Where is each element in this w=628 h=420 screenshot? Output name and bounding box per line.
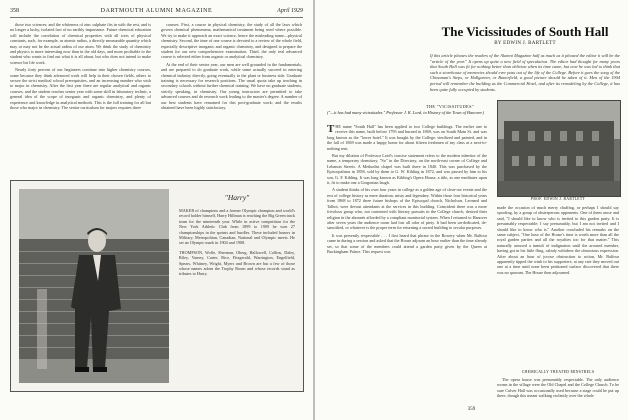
epigraph-quote: ("—it has had many vicissitudes." Professor J. K. Lord, in History of the Town of Hanover.) [327,110,485,115]
paragraph: But my dilution of Professor Lord's concise statement refers to the modern inheritor of the name, a temporary dormitory, "So" in the Directory, on the north-east corner of College and Lebanon Streets. A Methodist chapel was built there in 1840. This was purchased by the Episcopalians in 1858, sold by them to G. W. Kibling in 1872, and was passed by him to his son, G. F. Kibling. It was long known as Kibling's Opera House, a title, as one meditates upon it, fit to make one a Gorgonian laugh. [327,153,487,186]
page-number: 359 [467,407,476,412]
left-page [0,0,313,420]
paragraph: courses. First, a course in physical chemistry, the study of all the laws which govern chemical phenomena, mathematical treatment being used where possible. We try to make it approach an exact science, hence the misleading name—physical chemistry. Second, the time of one course is devoted to a review of the whole field, especially descriptive inorganic and organic chemistry, and designed to prepare the student for our new comprehensive examination. Third, the only real advanced course is selected either from organic or analytical chemistry. [161,22,302,60]
bartlett-photo [497,100,621,197]
issue-date: April 1929 [277,8,303,14]
building-shape [504,121,614,181]
drop-cap: T [327,124,335,135]
paragraph [327,124,487,151]
right-page [315,0,628,420]
right-column-1 [327,124,487,409]
left-column-1 [10,22,151,175]
paragraph: It was presently respectable . . . I first heard that phrase in the Bowery when Mr. Balfour came in during a session and asked that the House adjourn an hour earlier than the time already set, so that some of the members could attend a garden party given by the Queen at Buckingham Palace. This request was [327,232,487,254]
section-heading: CHEMICALLY TREATED MINSTRELS [521,370,595,374]
paragraph: A student thinks of his own four years in college as a golden age of clear-cut events and the rest of college history as mere duration, misty and legendary. Within those four historical years from 1868 to 1872 three future bishops of the Episcopal church, Nicholson, Leonard and Talbot, were devout attendants at the services in this building. Coincident there was a more frivolous group who, not contented with literary pursuits in the College church, desired their religion in the abonnés afforded by a compliant monitorial system. When I returned to Hanover after seven years the audience room had lost all odor of piety. It had been un-dedicated, de-sanctified, or whatever is the proper term for returning a sacred building to secular purposes. [327,187,487,231]
paragraph: made the occasion of much merry chaffing, or perhaps I should say spoofing, by a group of obstreperous opponents. One of them arose and said, "I should like to know who is invited to this garden party. It is presumably respectable; I say presumably, but I am not invited and I should like to know who is." Another concluded his remarks on the same subject, "One hour of the House's time is worth more than all the royal garden parties and all the royalties too for that matter." This naturally aroused a tumult of indignation until the aroused member, having got in his little fling, calmly withdrew the obnoxious expression. After about an hour of jocose obstruction to action, Mr. Balfour apparently tipped the wink to his supporters; at any rate they moved out one at a time until none been petitioned surface discovered that there was no quorum. The House then adjourned. [497,205,619,275]
paragraph: Nearly forty percent of our beginners continue into higher chemistry courses, some because they think advanced work will help in their chosen fields, others to secure the strict medical school prerequisites, and an increasing number who wish to major in chemistry. After the first year there are regular analytical and organic courses, and the student reaches senior year with some skill in laboratory technic, a general idea of the scope of inorganic and organic chemistry, and plenty of experience and knowledge in analytical methods. This is the full training for all but those who major in chemistry. The senior curriculum for majors requires three [10,67,151,111]
photo-caption: PROF. EDWIN J. BARTLETT [530,197,586,201]
caption-paragraph: THOMPSON, Wolfe, Sherman, Oberg, Hallowell, Collins, Daley, Riley, Varney, Carter, Rice, Fitzgerald, Warrington, Engelfield, Spears, Whitney, Wright, Myers and Brown are but a few of those whose names adorn the Trophy Room and whose records stand as tributes to Harry. [179,249,295,277]
right-column-2 [497,205,619,368]
left-column-2 [161,22,302,175]
editor-intro: If this article pleases the readers of the Alumni Magazine half as much as it pleased the editor it will be the "article of the year." It opens up quite a new field of speculation. The editor had thought for many years that South Hall was fit for nothing better than oblivion when its time came, but now he was led to think that such a storehouse of memories should ever pass out of the life of the College. Before it goes the song of the Chinaman's Steps, or Hallgarten, or Butterfield, a good picture should be taken of it. Men of the 1904 period will remember the building as the Commercial Hotel, and after its remodeling by the College, it has been quite fully occupied by students. [430,53,620,92]
figure-caption [179,189,295,281]
caption-paragraph: MAKER of champions and a former Olympic champion and world's record holder himself, Harry Hillman is reaching the Big Green track team for the nineteenth year. While in active competition for the New York Athletic Club from 1899 to 1909 he won 27 championships in the sprints and hurdles. These included honors in Military, Metropolitan, Canadian, National and Olympic meets. He set an Olympic mark in 1904 and 1908. [179,208,295,246]
page-header [10,6,303,16]
harry-figure [10,180,304,392]
article-byline: BY EDWIN J. BARTLETT [494,41,556,46]
man-silhouette [19,189,169,383]
quote-heading: THE "VICISSITUDES" [426,104,474,109]
article-title: The Vicissitudes of South Hall [441,24,609,39]
harry-photo [19,189,169,383]
paragraph: those two sciences; and the whiteness of zinc sulphate fits in with the rest, and is no longer a lucky, isolated fact of no earthly importance. Future chemical education will include the correlation of chemical properties with all sorts of physical constants, such, for example, as atomic radius, a directly measurable quantity which may or may not be the actual radius of our atom. We think the study of chemistry and physics is more interesting now than in the old days, and more profitable to the student who wants to find out what it is all about, but who does not intend to make science his life work. [10,22,151,65]
header-rule [10,17,303,18]
magazine-name: DARTMOUTH ALUMNI MAGAZINE [100,8,213,14]
paragraph: The opera house was presumably respectable. The only audience rooms in the village were the Old Chapel and the College Church. To be sure Culver Hall was occasionally used because a stage could be put up there, though this meant walking violently over the whole [497,377,619,399]
figure-title: "Harry" [224,193,250,202]
paragraph: At the end of their senior year, our men are well grounded in the fundamentals, and are prepared to do graduate work, while some actually succeed in entering chemical industry directly, going eventually to the plant or business side. Graduate training is necessary for research positions. The usual quota take up teaching in secondary schools without further chemical training. We have no graduate students, strictly speaking, in chemistry. Our young instructors are permitted to take advanced courses and do research work leading to the master's degree. A number of our best students have remained for this post-graduate work; and the results obtained have been highly satisfactory. [161,61,302,111]
figure-text [179,208,295,277]
right-column-3 [497,377,619,409]
paragraph-text: HE name "South Hall" has been applied to two College buildings. The earlier one to receive this name, built before 1795 and burned in 1869, was on South Main St. and was long known as the "lower hotel." It was bought by the College, sterilized and painted, and in the fall of 1869 was made a happy home for about fifteen freshmen of my class at a next-to-nothing rent. [327,124,487,151]
page-number: 358 [10,8,19,14]
